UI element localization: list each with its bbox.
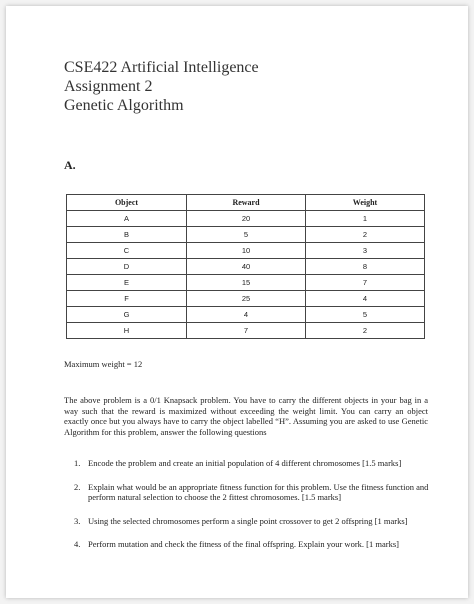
table-row	[67, 243, 425, 259]
cell-weight: 4	[306, 291, 425, 307]
question-list	[64, 458, 434, 563]
cell-object: E	[67, 275, 187, 291]
cell-object: A	[67, 211, 187, 227]
cell-reward: 4	[187, 307, 306, 323]
cell-object: G	[67, 307, 187, 323]
question-text: Encode the problem and create an initial population of 4 different chromosomes [1.5 marks]	[88, 458, 402, 468]
question-number: 3.	[74, 515, 81, 526]
question-item	[64, 458, 434, 469]
table-row	[67, 291, 425, 307]
cell-object: F	[67, 291, 187, 307]
cell-object: H	[67, 323, 187, 339]
document-title	[64, 58, 259, 115]
table-row	[67, 323, 425, 339]
cell-reward: 5	[187, 227, 306, 243]
knapsack-table	[66, 194, 425, 339]
cell-weight: 8	[306, 259, 425, 275]
max-weight-text: Maximum weight = 12	[64, 359, 143, 369]
question-item	[64, 482, 434, 503]
question-item	[64, 516, 434, 527]
table-row	[67, 227, 425, 243]
cell-object: D	[67, 259, 187, 275]
question-item	[64, 539, 434, 550]
cell-reward: 25	[187, 291, 306, 307]
table-row	[67, 259, 425, 275]
cell-reward: 15	[187, 275, 306, 291]
question-text: Explain what would be an appropriate fitness function for this problem. Use the fitness function and perform natural selection to choose the 2 fittest chromosomes. [1.5 marks]	[88, 481, 429, 502]
cell-weight: 3	[306, 243, 425, 259]
question-text: Perform mutation and check the fitness of the final offspring. Explain your work. [1 marks]	[88, 539, 399, 549]
table-header-row	[67, 195, 425, 211]
cell-object: B	[67, 227, 187, 243]
cell-weight: 7	[306, 275, 425, 291]
document-page	[6, 6, 468, 598]
cell-reward: 10	[187, 243, 306, 259]
cell-reward: 40	[187, 259, 306, 275]
cell-weight: 1	[306, 211, 425, 227]
header-reward: Reward	[187, 195, 306, 211]
cell-reward: 7	[187, 323, 306, 339]
question-number: 1.	[74, 458, 81, 468]
header-weight: Weight	[306, 195, 425, 211]
course-title: CSE422 Artificial Intelligence	[64, 59, 259, 76]
question-number: 2.	[74, 481, 81, 492]
question-text: Using the selected chromosomes perform a single point crossover to get 2 offspring [1 marks]	[88, 515, 408, 526]
cell-weight: 2	[306, 323, 425, 339]
table-row	[67, 307, 425, 323]
cell-weight: 5	[306, 307, 425, 323]
cell-object: C	[67, 243, 187, 259]
table-row	[67, 275, 425, 291]
topic-title: Genetic Algorithm	[64, 97, 184, 114]
question-number: 4.	[74, 539, 81, 549]
assignment-title: Assignment 2	[64, 78, 153, 95]
problem-description: The above problem is a 0/1 Knapsack problem. You have to carry the different objects in your bag in a way such that the reward is maximized without exceeding the weight limit. You can carry an object exactly once but you always have to carry the object labelled “H”. Assuming you are asked to use Genetic Algorithm for this problem, answer the following questions	[64, 395, 428, 437]
cell-reward: 20	[187, 211, 306, 227]
header-object: Object	[67, 195, 187, 211]
cell-weight: 2	[306, 227, 425, 243]
table-row	[67, 211, 425, 227]
section-label: A.	[64, 158, 76, 172]
